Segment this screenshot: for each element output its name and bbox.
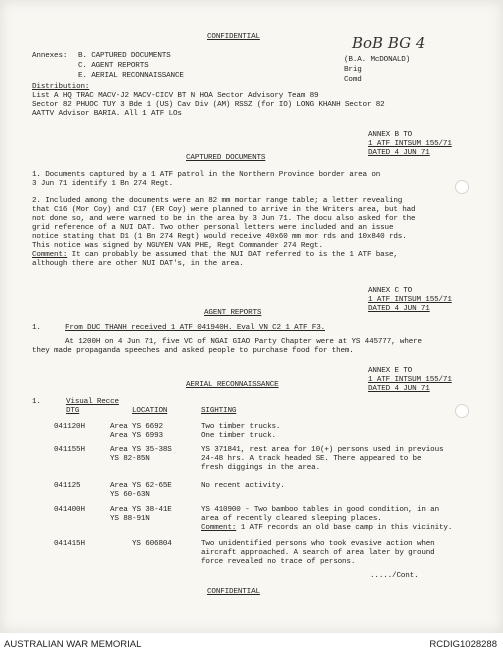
punch-hole-top xyxy=(455,180,469,194)
annex-b-para2: that C16 (Mor Coy) and C17 (ER Coy) were planned to arrive in the Writers area, but had xyxy=(32,206,416,214)
signer-role: Comd xyxy=(344,76,362,84)
annex-c-para: they made propaganda speeches and asked people to purchase food for them. xyxy=(32,347,354,355)
row-location: YS 60-63N xyxy=(110,491,150,499)
row-location: Area YS 6692 xyxy=(110,423,163,431)
row-dtg: 041155H xyxy=(54,446,85,454)
comment-text: 1 ATF records an old base camp in this vicinity. xyxy=(240,524,453,532)
annex-e-ref: 1 ATF INTSUM 155/71 xyxy=(368,376,452,384)
archive-id: RCDIG1028288 xyxy=(429,639,497,650)
row-sighting: Two unidentified persons who took evasive action when xyxy=(201,540,435,548)
annex-c-ref: 1 ATF INTSUM 155/71 xyxy=(368,296,452,304)
annex-b-para2: 2. Included among the documents were an 82 mm mortar range table; a letter revealing xyxy=(32,197,403,205)
distribution-line: List A HQ TRAC MACV-J2 MACV-CICV BT N HOA Sector Advisory Team 89 xyxy=(32,92,319,100)
annex-b-para1: 3 Jun 71 identify 1 Bn 274 Regt. xyxy=(32,180,174,188)
continued-marker: ...../Cont. xyxy=(370,572,419,580)
annex-b-comment: although there are other NUI DAT's, in the area. xyxy=(32,260,244,268)
row-dtg: 041120H xyxy=(54,423,85,431)
row-dtg: 041400H xyxy=(54,506,85,514)
distribution-heading: Distribution: xyxy=(32,83,90,91)
classification-bottom: CONFIDENTIAL xyxy=(207,588,260,596)
annex-e-ref: ANNEX E TO xyxy=(368,367,413,375)
annex-b-ref: 1 ATF INTSUM 155/71 xyxy=(368,140,452,148)
annex-c-num: 1. xyxy=(32,324,41,332)
row-comment xyxy=(201,524,452,533)
comment-label: Comment: xyxy=(32,251,68,259)
annex-e-num: 1. xyxy=(32,398,41,406)
row-sighting: force revealed no trace of persons. xyxy=(201,558,356,566)
classification-top: CONFIDENTIAL xyxy=(207,33,260,41)
distribution-line: AATTV Advisor BARIA. All 1 ATF LOs xyxy=(32,110,182,118)
row-dtg: 041125 xyxy=(54,482,81,490)
row-sighting: No recent activity. xyxy=(201,482,285,490)
annex-item: E. AERIAL RECONNAISSANCE xyxy=(78,72,184,80)
row-location: YS 82-85N xyxy=(110,455,150,463)
row-sighting: 24-48 hrs. A track headed SE. There appeared to be xyxy=(201,455,422,463)
annex-b-para2: This notice was signed by NGUYEN VAN PHE, Regt Commander 274 Regt. xyxy=(32,242,323,250)
annex-e-ref: DATED 4 JUN 71 xyxy=(368,385,430,393)
archive-name: AUSTRALIAN WAR MEMORIAL xyxy=(4,639,142,650)
row-dtg: 041415H xyxy=(54,540,85,548)
handwritten-signature: BoB BG 4 xyxy=(352,34,426,52)
row-location: Area YS 35-38S xyxy=(110,446,172,454)
row-location: Area YS 38-41E xyxy=(110,506,172,514)
row-sighting: YS 371841, rest area for 10(+) persons used in previous xyxy=(201,446,444,454)
annex-b-para1: 1. Documents captured by a 1 ATF patrol in the Northern Province border area on xyxy=(32,171,381,179)
row-sighting: fresh diggings in the area. xyxy=(201,464,320,472)
row-location: Area YS 62-65E xyxy=(110,482,172,490)
annex-c-para: At 1200H on 4 Jun 71, five VC of NGAI GIAO Party Chapter were at YS 445777, where xyxy=(65,338,422,346)
annex-b-para2: not done so, and were warned to be in the area by 3 Jun 71. The docu also asked for the xyxy=(32,215,416,223)
annex-c-ref: DATED 4 JUN 71 xyxy=(368,305,430,313)
col-dtg: DTG xyxy=(66,407,80,415)
punch-hole-bottom xyxy=(455,404,469,418)
col-location: LOCATION xyxy=(132,407,168,415)
comment-label: Comment: xyxy=(201,524,237,532)
annex-item: C. AGENT REPORTS xyxy=(78,62,149,70)
row-sighting: YS 410900 - Two bamboo tables in good condition, in an xyxy=(201,506,439,514)
annex-e-title: AERIAL RECONNAISSANCE xyxy=(186,381,279,389)
annexes-label: Annexes: xyxy=(32,52,68,60)
row-sighting: One timber truck. xyxy=(201,432,276,440)
row-sighting: Two timber trucks. xyxy=(201,423,281,431)
row-sighting: aircraft approached. A search of area later by ground xyxy=(201,549,435,557)
signer-rank: Brig xyxy=(344,66,362,74)
annex-b-para2: notice stating that D1 (1 Bn 274 Regt) would receive 40x60 mm mor rds and 10x840 rds. xyxy=(32,233,407,241)
annex-c-ref: ANNEX C TO xyxy=(368,287,413,295)
annex-b-ref: DATED 4 JUN 71 xyxy=(368,149,430,157)
col-sighting: SIGHTING xyxy=(201,407,237,415)
archive-footer xyxy=(0,633,503,654)
distribution-line: Sector 82 PHUOC TUY 3 Bde 1 (US) Cav Div (AM) RSSZ (for IO) LONG KHANH Sector 82 xyxy=(32,101,385,109)
visual-recce-heading: Visual Recce xyxy=(66,398,119,406)
annex-b-title: CAPTURED DOCUMENTS xyxy=(186,154,266,162)
row-sighting: area of recently cleared sleeping places. xyxy=(201,515,382,523)
annex-b-para2: grid reference of a NUI DAT. Two other personal letters were included and an issue xyxy=(32,224,394,232)
signer-name: (B.A. McDONALD) xyxy=(344,56,411,64)
row-location: Area YS 6993 xyxy=(110,432,163,440)
annex-c-title: AGENT REPORTS xyxy=(204,309,262,317)
annex-c-headline: From DUC THANH received 1 ATF 041940H. Eval VN C2 1 ATF F3. xyxy=(65,324,326,332)
annex-b-ref: ANNEX B TO xyxy=(368,131,413,139)
comment-text: It can probably be assumed that the NUI DAT referred to is the 1 ATF base, xyxy=(67,251,398,259)
annex-item: B. CAPTURED DOCUMENTS xyxy=(78,52,171,60)
annex-b-comment xyxy=(32,251,398,260)
row-location: YS 88-91N xyxy=(110,515,150,523)
row-location: YS 606804 xyxy=(132,540,172,548)
